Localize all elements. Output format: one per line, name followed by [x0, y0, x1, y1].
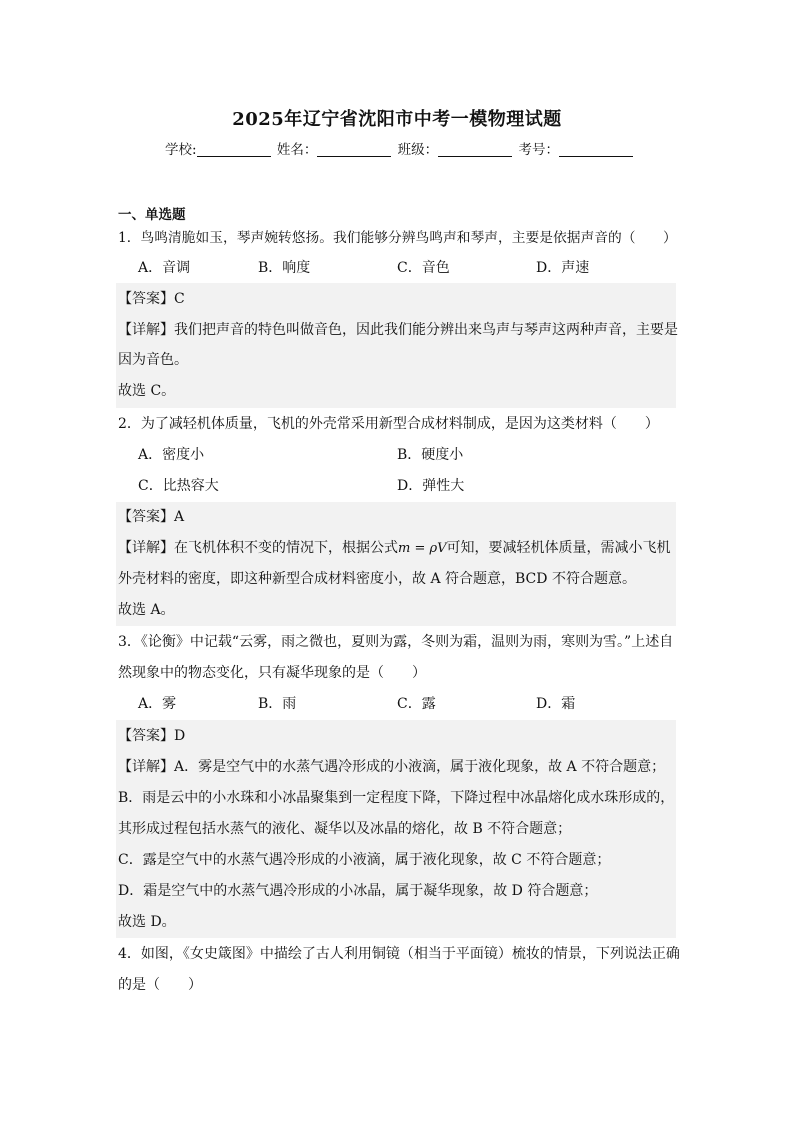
- q3-stem-line-1: 3．《论衡》中记载“云雾，雨之微也，夏则为露，冬则为霜，温则为雨，寒则为雪。”上述自: [118, 634, 674, 650]
- q2-detail-line-1: [118, 538, 671, 559]
- school-label: 学校:: [165, 142, 197, 158]
- name-label: 姓名：: [276, 142, 318, 158]
- section-heading: 一、单选题: [118, 207, 186, 223]
- q2-option-c: C．比热容大: [138, 478, 219, 494]
- q3-option-d: D．霜: [536, 696, 576, 712]
- q3-option-c: C．露: [397, 696, 436, 712]
- q3-choose: 故选 D。: [118, 914, 176, 930]
- page-title: 2025年辽宁省沈阳市中考一模物理试题: [232, 109, 562, 130]
- exam-no-blank: [559, 142, 633, 157]
- q4-stem-line-1: 4．如图，《女史箴图》中描绘了古人利用铜镜（相当于平面镜）梳妆的情景，下列说法正确: [118, 946, 680, 962]
- q2-answer-block: [116, 502, 676, 626]
- q2-detail-line-2: 外壳材料的密度，即这种新型合成材料密度小，故 A 符合题意，BCD 不符合题意。: [118, 571, 636, 587]
- q2-detail-text-b: 可知，要减轻机体质量，需减小飞机: [446, 540, 671, 556]
- q1-detail-line-2: 因为音色。: [118, 352, 188, 368]
- name-blank: [317, 142, 391, 157]
- q4-stem-line-2: 的是（ ）: [118, 977, 202, 993]
- q1-option-c: C．音色: [397, 260, 450, 276]
- q3-detail-line-5: D．霜是空气中的水蒸气遇冷形成的小冰晶，属于凝华现象，故 D 符合题意；: [118, 883, 598, 899]
- q2-formula: m = ρV: [398, 541, 447, 556]
- q2-option-b: B．硬度小: [397, 447, 464, 463]
- q3-option-a: A．雾: [138, 696, 177, 712]
- q3-stem-line-2: 然现象中的物态变化，只有凝华现象的是（ ）: [118, 665, 426, 681]
- q2-answer: 【答案】A: [118, 509, 185, 525]
- q1-stem: 1．鸟鸣清脆如玉，琴声婉转悠扬。我们能够分辨鸟鸣声和琴声，主要是依据声音的（ ）: [118, 230, 677, 246]
- q2-option-d: D．弹性大: [397, 478, 465, 494]
- q1-option-b: B．响度: [258, 260, 311, 276]
- q2-detail-text-a: 【详解】在飞机体积不变的情况下，根据公式: [118, 540, 398, 556]
- school-blank: [197, 142, 271, 157]
- q3-detail-line-2: B．雨是云中的小水珠和小冰晶聚集到一定程度下降，下降过程中冰晶熔化成水珠形成的，: [118, 790, 675, 806]
- q2-choose: 故选 A。: [118, 602, 175, 618]
- q2-option-a: A．密度小: [138, 447, 205, 463]
- class-label: 班级：: [397, 142, 439, 158]
- q3-detail-line-4: C．露是空气中的水蒸气遇冷形成的小液滴，属于液化现象，故 C 不符合题意；: [118, 852, 611, 868]
- q3-detail-line-3: 其形成过程包括水蒸气的液化、凝华以及冰晶的熔化，故 B 不符合题意；: [118, 821, 572, 837]
- q1-choose: 故选 C。: [118, 383, 176, 399]
- exam-no-label: 考号：: [518, 142, 559, 158]
- q1-answer-block: [116, 283, 676, 408]
- class-blank: [438, 142, 512, 157]
- exam-info-line: [165, 138, 635, 158]
- q1-detail-line-1: 【详解】我们把声音的特色叫做音色，因此我们能分辨出来鸟声与琴声这两种声音，主要是: [118, 322, 678, 338]
- q3-answer: 【答案】D: [118, 728, 186, 744]
- q1-option-a: A．音调: [138, 260, 191, 276]
- q1-option-d: D．声速: [536, 260, 590, 276]
- q3-option-b: B．雨: [258, 696, 297, 712]
- q2-stem: 2．为了减轻机体质量，飞机的外壳常采用新型合成材料制成，是因为这类材料（ ）: [118, 416, 659, 432]
- q1-answer: 【答案】C: [118, 291, 185, 307]
- q3-detail-line-1: 【详解】A．雾是空气中的水蒸气遇冷形成的小液滴，属于液化现象，故 A 不符合题意；: [118, 759, 666, 775]
